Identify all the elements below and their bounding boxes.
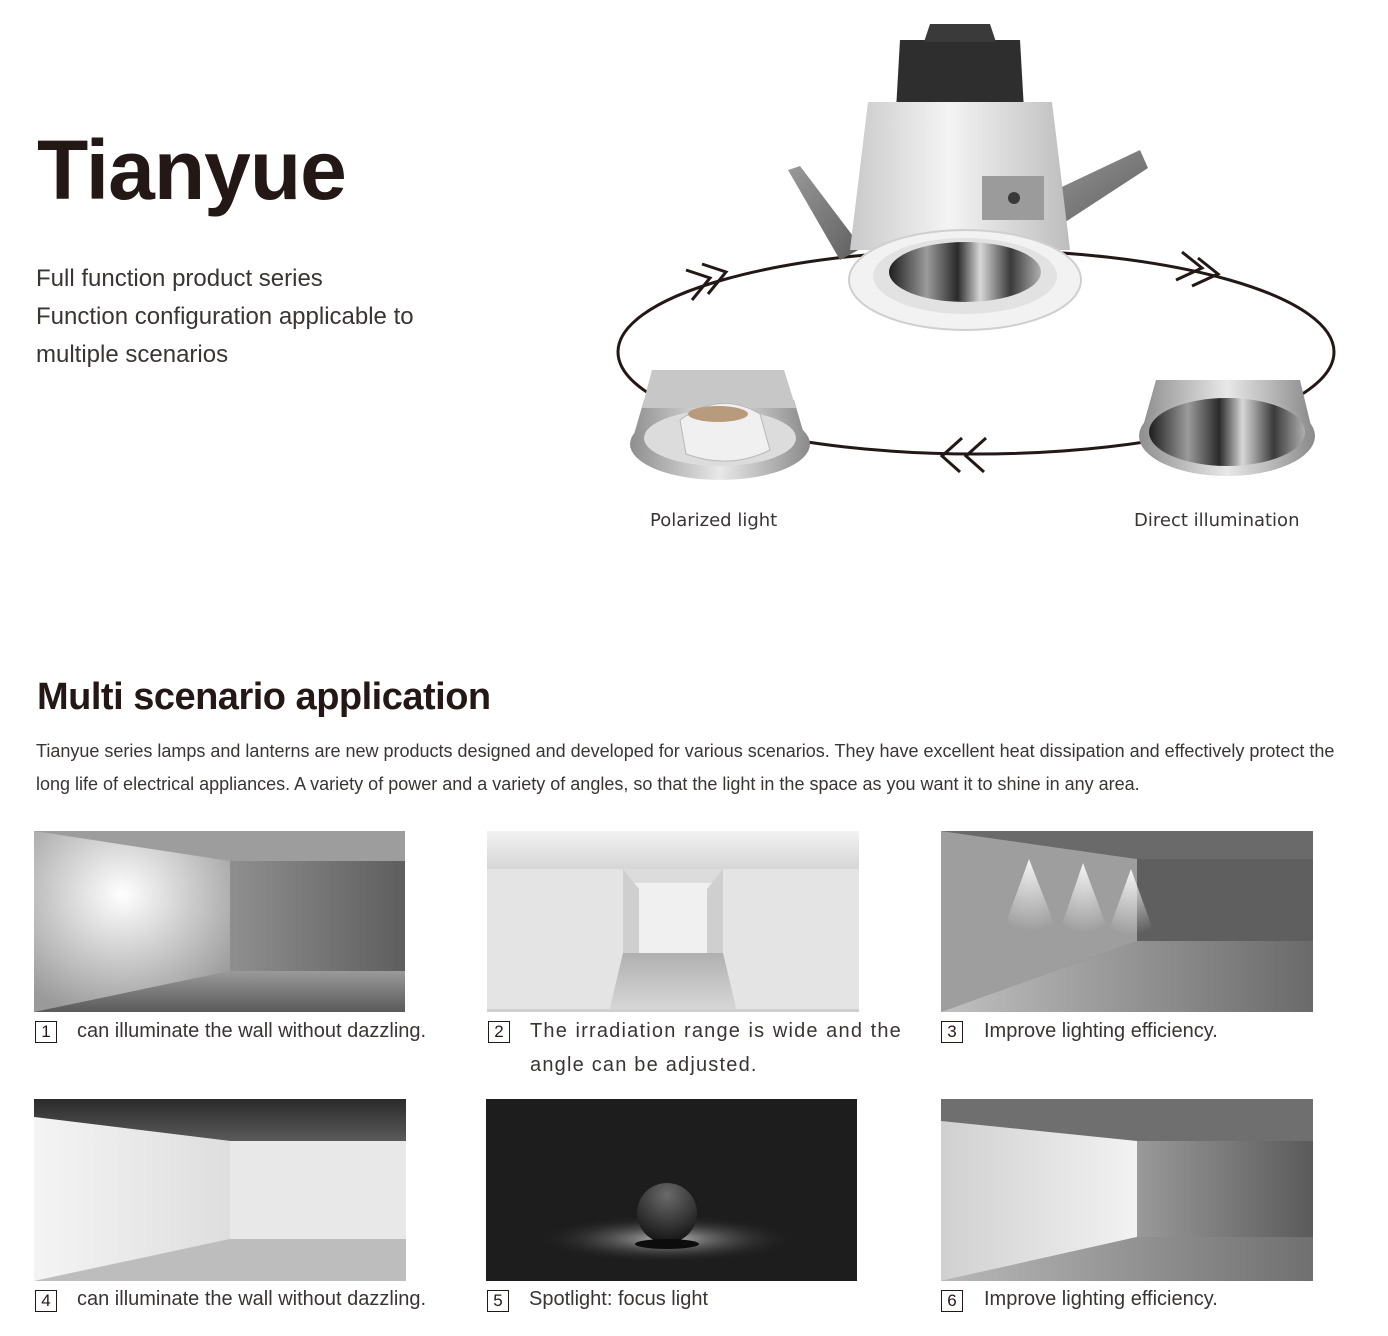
scenario-caption-4: can illuminate the wall without dazzling. bbox=[77, 1288, 427, 1310]
scenario-number-5: 5 bbox=[487, 1290, 509, 1312]
scenario-image-2 bbox=[487, 831, 859, 1012]
direct-illumination-label: Direct illumination bbox=[1134, 510, 1300, 531]
page-subtitle bbox=[36, 260, 516, 374]
scenario-caption-5: Spotlight: focus light bbox=[529, 1288, 708, 1310]
scenario-number-3: 3 bbox=[941, 1021, 963, 1043]
hero-illustration bbox=[600, 10, 1360, 550]
polarized-module bbox=[630, 370, 810, 480]
section-title: Multi scenario application bbox=[37, 676, 491, 718]
scenario-number-2: 2 bbox=[488, 1021, 510, 1043]
polarized-light-label: Polarized light bbox=[650, 510, 778, 531]
scenario-image-6 bbox=[941, 1099, 1313, 1281]
scenario-image-5 bbox=[486, 1099, 857, 1281]
product-cycle-diagram bbox=[600, 10, 1360, 550]
scenario-number-4: 4 bbox=[35, 1290, 57, 1312]
scenario-number-6: 6 bbox=[941, 1290, 963, 1312]
direct-module bbox=[1139, 380, 1315, 476]
reflector bbox=[889, 242, 1041, 302]
scenario-caption-3: Improve lighting efficiency. bbox=[984, 1020, 1218, 1042]
scenario-caption-2: The irradiation range is wide and the angle can be adjusted. bbox=[530, 1020, 902, 1076]
scenario-image-1 bbox=[34, 831, 405, 1012]
heat-sink bbox=[896, 40, 1024, 110]
section-intro: Tianyue series lamps and lanterns are new products designed and developed for various scenarios. They have excellent heat dissipation and effectively protect the long life of electrical appliances. A variety of power and a variety of angles, so that the light in the space as you want it to shine in any area. bbox=[36, 741, 1335, 794]
page-title: Tianyue bbox=[37, 123, 346, 217]
scenario-caption-6: Improve lighting efficiency. bbox=[984, 1288, 1218, 1310]
scenario-image-3 bbox=[941, 831, 1313, 1012]
scenario-caption-1: can illuminate the wall without dazzling. bbox=[77, 1020, 427, 1042]
subtitle-line: Function configuration applicable to bbox=[36, 303, 414, 330]
subtitle-line: Full function product series bbox=[36, 265, 323, 292]
scenario-number-1: 1 bbox=[35, 1021, 57, 1043]
subtitle-line: multiple scenarios bbox=[36, 341, 229, 368]
scenario-image-4 bbox=[34, 1099, 406, 1281]
